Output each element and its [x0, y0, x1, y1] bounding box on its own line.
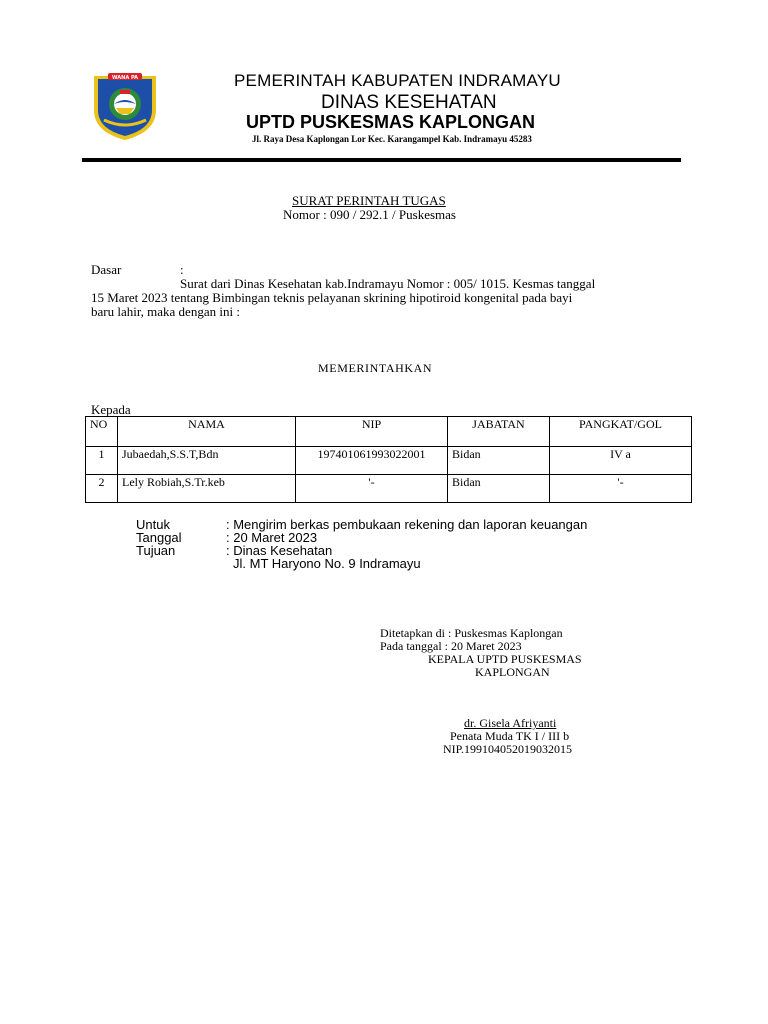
cell-pangkat: '- [550, 475, 692, 503]
tanggal-value: : 20 Maret 2023 [226, 530, 318, 545]
tujuan-label: Tujuan [136, 543, 176, 558]
signature-place: Ditetapkan di : Puskesmas Kaplongan [380, 626, 563, 640]
cell-nip: '- [296, 475, 448, 503]
cell-jabatan: Bidan [448, 447, 550, 475]
header-address: Jl. Raya Desa Kaplongan Lor Kec. Karangampel Kab. Indramayu 45283 [252, 134, 532, 144]
tujuan-address: Jl. MT Haryono No. 9 Indramayu [233, 556, 421, 571]
table-row [86, 447, 692, 475]
indramayu-regency-logo [90, 70, 160, 142]
cell-nip: 197401061993022001 [296, 447, 448, 475]
col-header-nip: NIP [296, 417, 448, 447]
col-header-pangkat: PANGKAT/GOL [550, 417, 692, 447]
kepada-label: Kepada [91, 402, 131, 417]
signatory-nip: NIP.199104052019032015 [443, 742, 573, 756]
dasar-label: Dasar [91, 262, 122, 277]
signatory-name: dr. Gisela Afriyanti [464, 716, 557, 730]
dasar-line-2: 15 Maret 2023 tentang Bimbingan teknis pelayanan skrining hipotiroid kongenital pada bayi [91, 290, 573, 305]
untuk-label: Untuk [136, 517, 170, 532]
letter-title: SURAT PERINTAH TUGAS [292, 193, 446, 208]
cell-jabatan: Bidan [448, 475, 550, 503]
header-institution: UPTD PUSKESMAS KAPLONGAN [246, 112, 536, 132]
col-header-jabatan: JABATAN [448, 417, 550, 447]
logo-ribbon-text: WANA PA [111, 75, 139, 81]
signatory-rank: Penata Muda TK I / III b [450, 729, 570, 743]
dasar-line-1: Surat dari Dinas Kesehatan kab.Indramayu Nomor : 005/ 1015. Kesmas tanggal [180, 276, 596, 291]
command-heading: MEMERINTAHKAN [318, 361, 433, 375]
letter-number: Nomor : 090 / 292.1 / Puskesmas [283, 207, 456, 222]
header-divider [82, 158, 681, 162]
col-header-nama: NAMA [118, 417, 296, 447]
cell-nama: Lely Robiah,S.Tr.keb [118, 475, 296, 503]
signature-position-1: KEPALA UPTD PUSKESMAS [428, 652, 582, 666]
cell-pangkat: IV a [550, 447, 692, 475]
signature-date: Pada tanggal : 20 Maret 2023 [380, 639, 522, 653]
signature-position-2: KAPLONGAN [475, 665, 550, 679]
cell-no: 1 [86, 447, 118, 475]
cell-no: 2 [86, 475, 118, 503]
header-government: PEMERINTAH KABUPATEN INDRAMAYU [234, 71, 561, 90]
dasar-colon: : [180, 262, 184, 277]
dasar-line-3: baru lahir, maka dengan ini : [91, 304, 240, 319]
table-row [86, 475, 692, 503]
tujuan-value: : Dinas Kesehatan [226, 543, 333, 558]
untuk-value: : Mengirim berkas pembukaan rekening dan laporan keuangan [226, 517, 588, 532]
col-header-no: NO [86, 417, 118, 447]
header-agency: DINAS KESEHATAN [321, 92, 497, 113]
cell-nama: Jubaedah,S.S.T,Bdn [118, 447, 296, 475]
tanggal-label: Tanggal [136, 530, 182, 545]
staff-table [85, 416, 692, 503]
table-header-row [86, 417, 692, 447]
